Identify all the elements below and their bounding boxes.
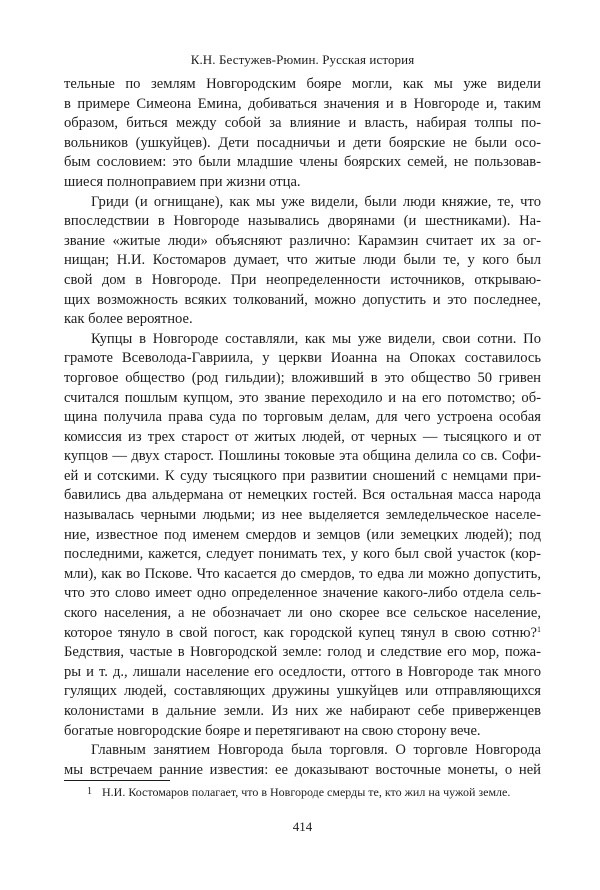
- text-line: последними, кажется, следует понимать тех, у кого был свой участок (кор-: [64, 546, 541, 563]
- text-line: впоследствии в Новгороде назывались дворянами (и шестниками). На-: [64, 213, 541, 230]
- text-line: Купцы в Новгороде составляли, как мы уже видели, свои сотни. По: [91, 330, 541, 347]
- text-line: как более вероятное.: [64, 311, 193, 328]
- text-line: ского населения, а не обозначает ли оно скорее все сельское население,: [64, 605, 541, 622]
- text-line: тельные по землям Новгородским бояре могли, как мы уже видели: [64, 76, 541, 92]
- text-line-content: которое тянуло в свой погост, как городской купец тянул в свою сотню?: [64, 624, 537, 641]
- text-line: бавились два альдермана от немецких гостей. Вся остальная масса народа: [64, 487, 541, 504]
- text-line: мы встречаем ранние известия: ее доказывают восточные монеты, о ней: [64, 761, 541, 778]
- text-line: щих возможность всяких толкований, можно допустить и это последнее,: [64, 291, 541, 308]
- text-line: шиеся полноправием при жизни отца.: [64, 173, 301, 190]
- text-line: нищан; Н.И. Костомаров думает, что житые люди были те, у кого был: [64, 252, 541, 269]
- text-line: щина получила права суда по торговым делам, для чего устроена особая: [64, 409, 541, 426]
- text-line: свой дом в Новгороде. При неопределенности источников, открываю-: [64, 271, 541, 288]
- text-line: купцов — двух старост. Пошлины токовые эта община делила со св. Софи-: [64, 448, 541, 465]
- text-line: ры и т. д., лишали население его оседлости, оттого в Новгороде так много: [64, 663, 541, 680]
- body-text: [64, 75, 541, 780]
- text-line: вольников (ушкуйцев). Дети посадничьи и дети боярские не были осо-: [64, 134, 541, 151]
- text-line: считался пошлым купцом, это звание переходило и на его потомство; об-: [64, 389, 541, 406]
- text-line: в примере Симеона Емина, добиваться значения и в Новгороде и, таким: [64, 95, 541, 112]
- text-line: мли), как во Пскове. Что касается до смердов, то едва ли можно допустить,: [64, 565, 541, 582]
- text-line: ние, известное под именем смердов и земцов (или земецких людей); под: [64, 526, 541, 543]
- text-line: комиссия из трех старост от житых людей, от черных — тысяцкого и от: [64, 428, 541, 445]
- text-line: грамоте Всеволода-Гавриила, у церкви Иоанна на Опоках составилось: [64, 350, 541, 367]
- text-line: бым сословием: это были младшие члены боярских семей, не пользовав-: [64, 154, 541, 171]
- text-line: Бедствия, частые в Новгородской земле: голод и следствие его мор, пожа-: [64, 644, 541, 661]
- running-head: К.Н. Бестужев-Рюмин. Русская история: [190, 52, 415, 67]
- text-line: что это слово имеет одно определенное значение какого-либо отдела сель-: [64, 585, 541, 602]
- text-line: называлась черными людьми; из нее выделяется земледельческое населе-: [64, 507, 541, 524]
- text-line-with-footnote-ref: [64, 624, 541, 644]
- text-line: Гриди (и огнищане), как мы уже видели, были люди княжие, те, что: [91, 193, 541, 210]
- text-line: Главным занятием Новгорода была торговля. О торговле Новгорода: [91, 742, 541, 759]
- footnote-divider: [64, 780, 170, 781]
- text-line: гулящих людей, составляющих дружины ушкуйцев или отправляющихся: [64, 683, 541, 700]
- footnote: [64, 784, 541, 800]
- text-line: торговое общество (род гильдии); вложивший в это общество 50 гривен: [64, 369, 541, 386]
- text-line: ей и сотскими. К суду тысяцкого при развитии сношений с немцами при-: [64, 467, 541, 484]
- text-line: звание «житые люди» объясняют различно: Карамзин считает их за ог-: [64, 232, 541, 249]
- text-line: богатые новгородские бояре и перетягивают на свою сторону вече.: [64, 722, 481, 739]
- text-line: колонистами в дальние земли. Из них же набирают себе приверженцев: [64, 703, 541, 719]
- footnote-number: 1: [87, 786, 92, 797]
- footnote-text: Н.И. Костомаров полагает, что в Новгороде смерды те, кто жил на чужой земле.: [102, 785, 511, 799]
- footnote-reference[interactable]: 1: [537, 624, 541, 634]
- text-line: образом, биться между собой за влияние и власть, набирая толпы по-: [64, 115, 541, 132]
- page-number: 414: [292, 819, 313, 834]
